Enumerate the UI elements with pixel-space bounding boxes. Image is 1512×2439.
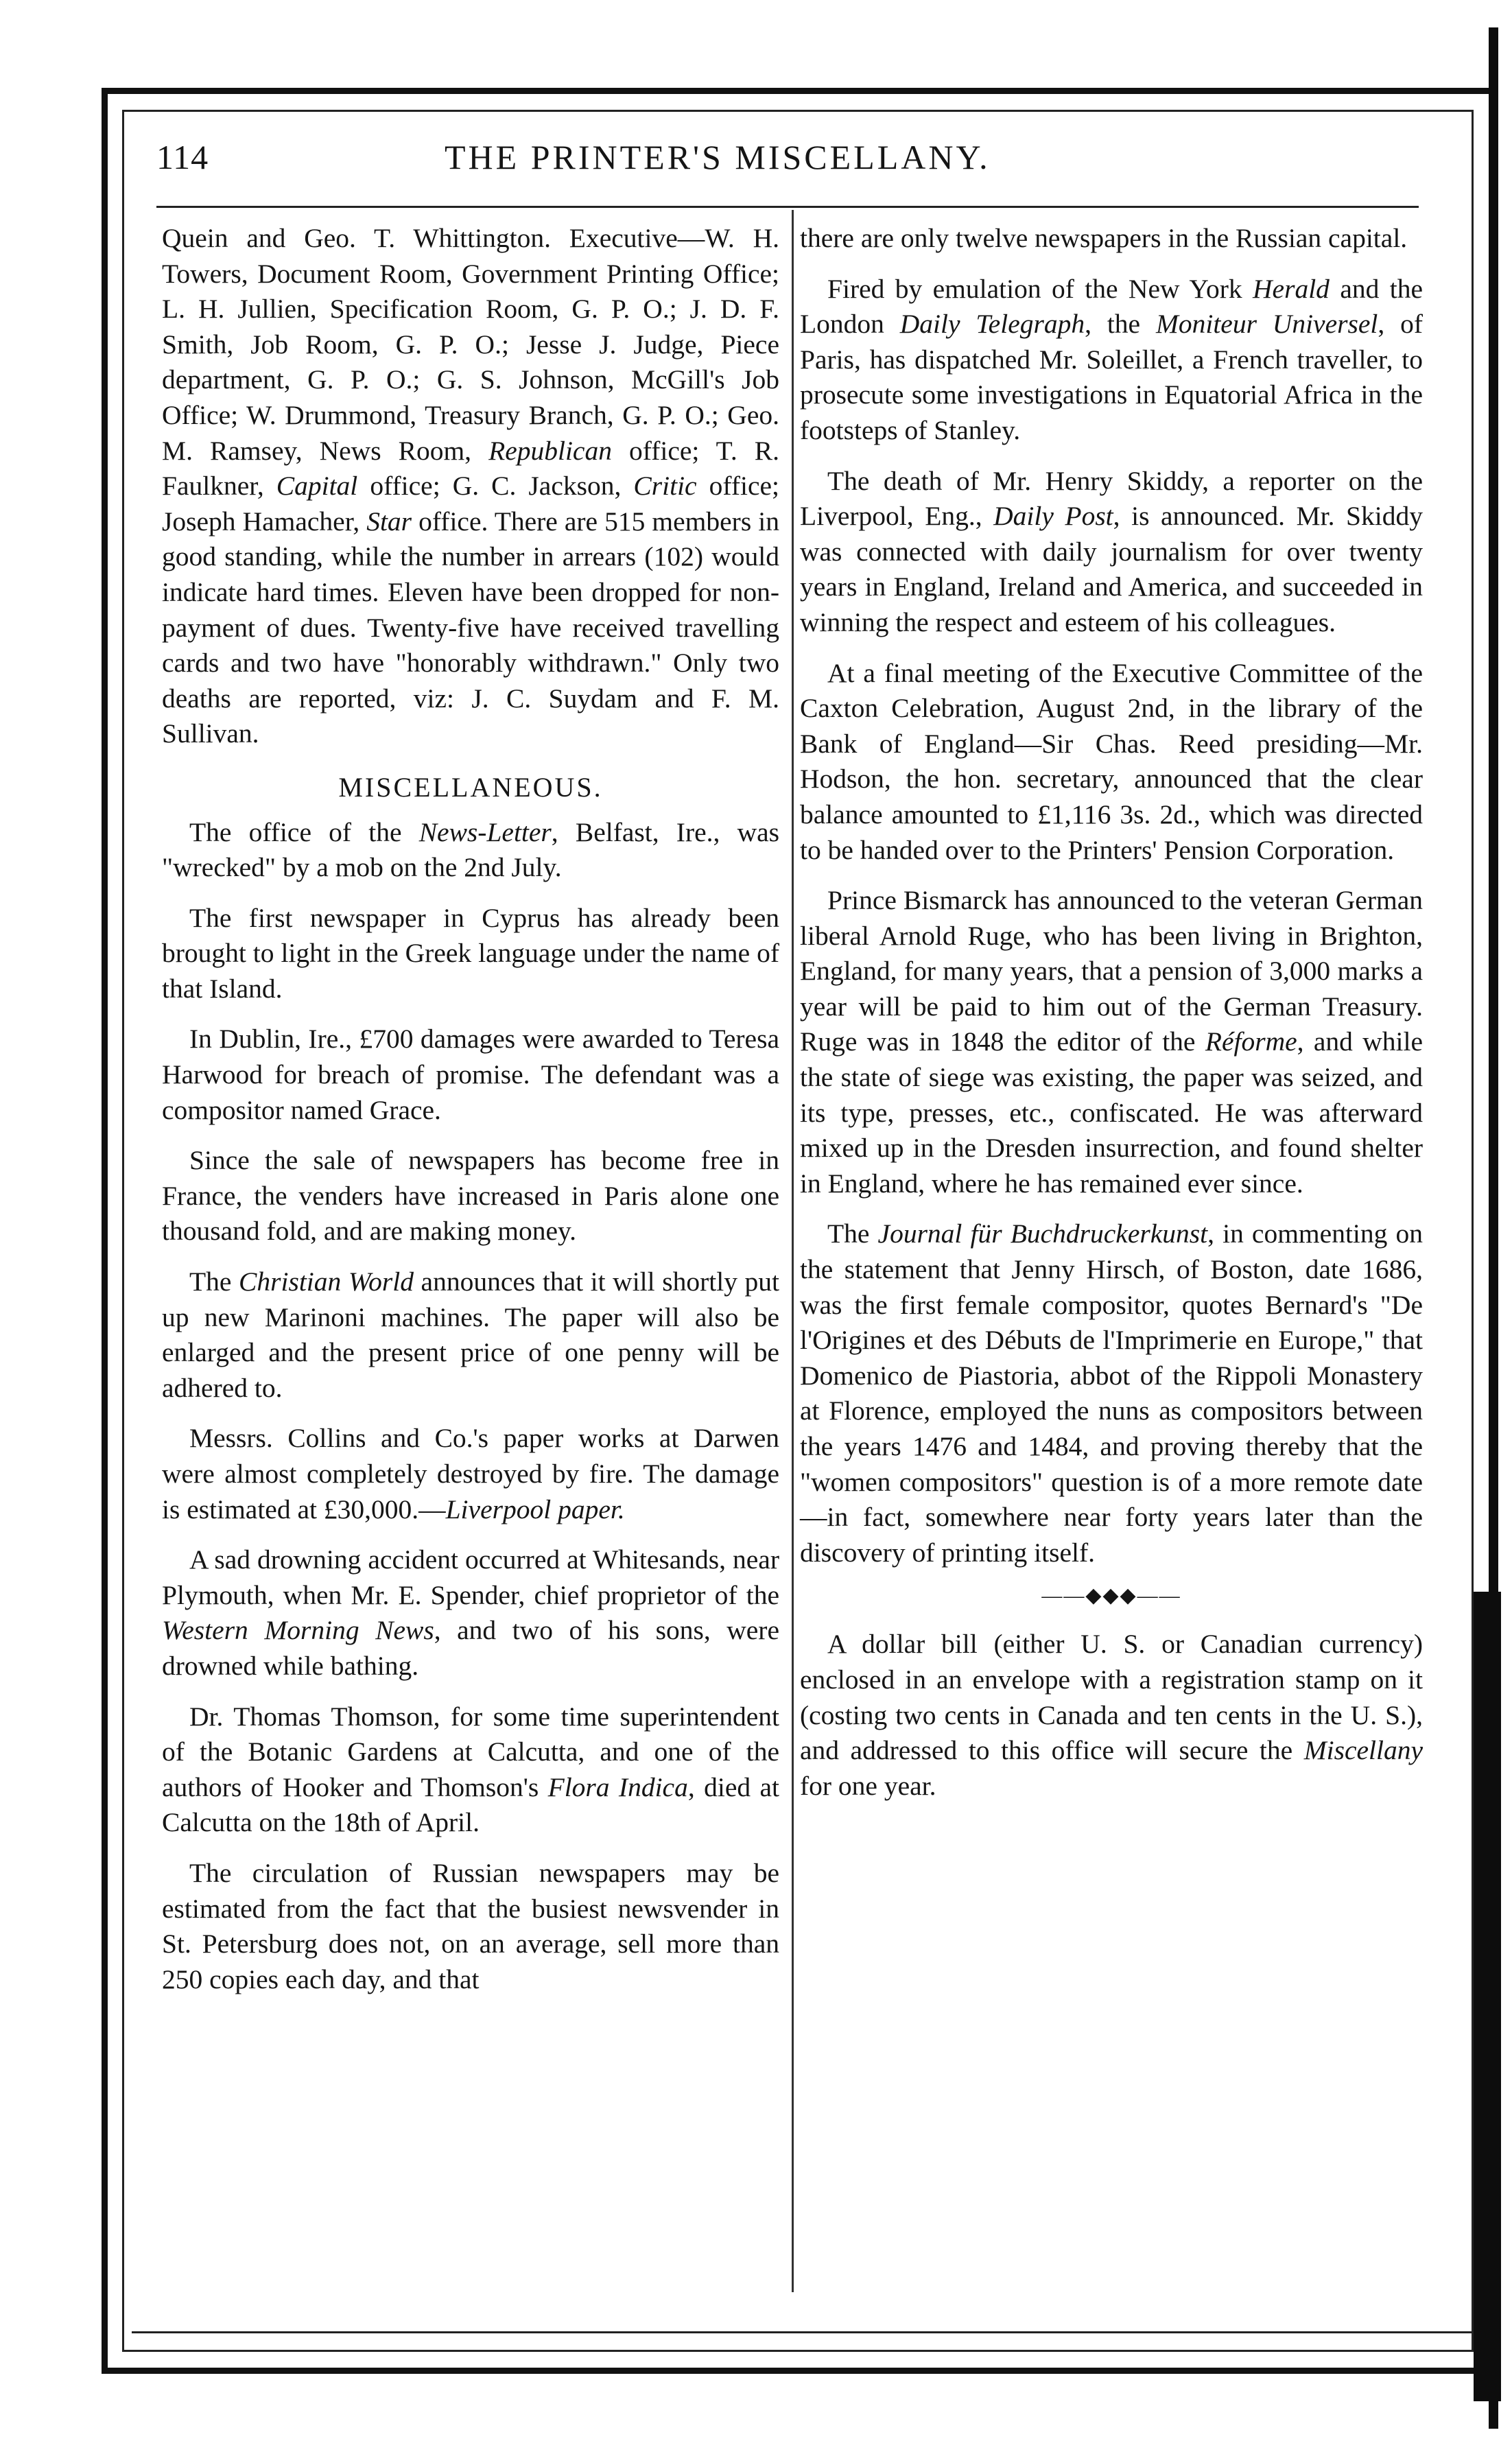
- news-item-caxton: At a final meeting of the Executive Committee of the Caxton Celebration, August 2nd, in the library of the Bank of England—Sir Chas. Reed presiding—Mr. Hodson, the hon. secretary, announced that the clear balance amounted to £1,116 3s. 2d., which was directed to be handed over to the Printers' Pension Corporation.: [800, 657, 1423, 865]
- footer-rule: [132, 2331, 1473, 2333]
- header-rule: [156, 206, 1419, 208]
- subscription-notice: A dollar bill (either U. S. or Canadian currency) enclosed in an envelope with a registration stamp on it (costing two cents in Canada and ten cents in the U. S.), and addressed to this office will secure the Miscellany for one year.: [800, 1629, 1423, 1801]
- page-number: 114: [156, 138, 209, 176]
- news-item-journal: The Journal für Buchdruckerkunst, in commenting on the statement that Jenny Hirsch, of Boston, date 1686, was the first female compositor, quotes Bernard's "De l'Origines et des Débuts de l'Imprimerie en Europe," that Domenico de Piastoria, abbot of the Rippoli Monastery at Florence, employed the nuns as compositors between the years 1476 and 1484, and proving thereby that the "women compositors" question is of a more remote date—in fact, somewhere near forty years later than the discovery of printing itself.: [800, 1218, 1423, 1568]
- section-heading: MISCELLANEOUS.: [338, 771, 603, 803]
- news-item-christian-world: The Christian World announces that it will shortly put up new Marinoni machines. The paper will also be enlarged and the present price of one penny will be adhered to.: [162, 1266, 779, 1403]
- news-item-russian-newspapers: The circulation of Russian newspapers may be estimated from the fact that the busiest newsvender in St. Petersburg does not, on an average, sell more than 250 copies each day, and that: [162, 1857, 779, 1994]
- ornament-divider: ——◆◆◆——: [1041, 1584, 1181, 1607]
- news-item-cyprus: The first newspaper in Cyprus has already been brought to light in the Greek language under the name of that Island.: [162, 902, 779, 1004]
- news-item-france: Since the sale of newspapers has become free in France, the venders have increased in Paris alone one thousand fold, and are making money.: [162, 1145, 779, 1247]
- running-title: THE PRINTER'S MISCELLANY.: [445, 138, 991, 176]
- news-item-soleillet: Fired by emulation of the New York Herald and the London Daily Telegraph, the Moniteur Universel, of Paris, has dispatched Mr. Soleillet, a French traveller, to prosecute some investigations in Equatorial Africa in the footsteps of Stanley.: [800, 273, 1423, 445]
- news-item-dublin: In Dublin, Ire., £700 damages were awarded to Teresa Harwood for breach of promise. The defendant was a compositor named Grace.: [162, 1024, 779, 1125]
- page-header: [156, 132, 1419, 193]
- news-item-belfast: The office of the News-Letter, Belfast, Ire., was "wrecked" by a mob on the 2nd July.: [162, 816, 779, 883]
- news-item-skiddy: The death of Mr. Henry Skiddy, a reporter on the Liverpool, Eng., Daily Post, is announced. Mr. Skiddy was connected with daily journalism for over twenty years in England, Ireland and America, and succeeded in winning the respect and esteem of his colleagues.: [800, 465, 1423, 637]
- union-officers-paragraph: Quein and Geo. T. Whittington. Executive—W. H. Towers, Document Room, Government Printing Office; L. H. Jullien, Specification Room, G. P. O.; J. D. F. Smith, Job Room, G. P. O.; Jesse J. Judge, Piece department, G. P. O.; G. S. Johnson, McGill's Job Office; W. Drummond, Treasury Branch, G. P. O.; Geo. M. Ramsey, News Room, Republican office; T. R. Faulkner, Capital office; G. C. Jackson, Critic office; Joseph Hamacher, Star office. There are 515 members in good standing, while the number in arrears (102) would indicate hard times. Eleven have been dropped for non-payment of dues. Twenty-five have received travelling cards and two have "honorably withdrawn." Only two deaths are reported, viz: J. C. Suydam and F. M. Sullivan.: [162, 223, 780, 749]
- news-item-darwen-fire: Messrs. Collins and Co.'s paper works at Darwen were almost completely destroyed by fire. The damage is estimated at £30,000.—Liverpool paper.: [162, 1423, 779, 1524]
- right-column: [800, 221, 1423, 1819]
- left-column: [162, 221, 779, 2012]
- russian-newspapers-continued: there are only twelve newspapers in the Russian capital.: [800, 223, 1408, 253]
- news-item-bismarck: Prince Bismarck has announced to the veteran German liberal Arnold Ruge, who has been living in Brighton, England, for many years, that a pension of 3,000 marks a year will be paid to him out of the German Treasury. Ruge was in 1848 the editor of the Réforme, and while the state of siege was existing, the paper was seized, and its type, presses, etc., confiscated. He was afterward mixed up in the Dresden insurrection, and found shelter in England, where he has remained ever since.: [800, 885, 1423, 1199]
- news-item-drowning: A sad drowning accident occurred at Whitesands, near Plymouth, when Mr. E. Spender, chief proprietor of the Western Morning News, and two of his sons, were drowned while bathing.: [162, 1544, 779, 1681]
- column-divider: [792, 210, 794, 2292]
- binding-edge-shadow: [1474, 1592, 1501, 2401]
- news-item-thomson: Dr. Thomas Thomson, for some time superintendent of the Botanic Gardens at Calcutta, and one of the authors of Hooker and Thomson's Flora Indica, died at Calcutta on the 18th of April.: [162, 1701, 779, 1838]
